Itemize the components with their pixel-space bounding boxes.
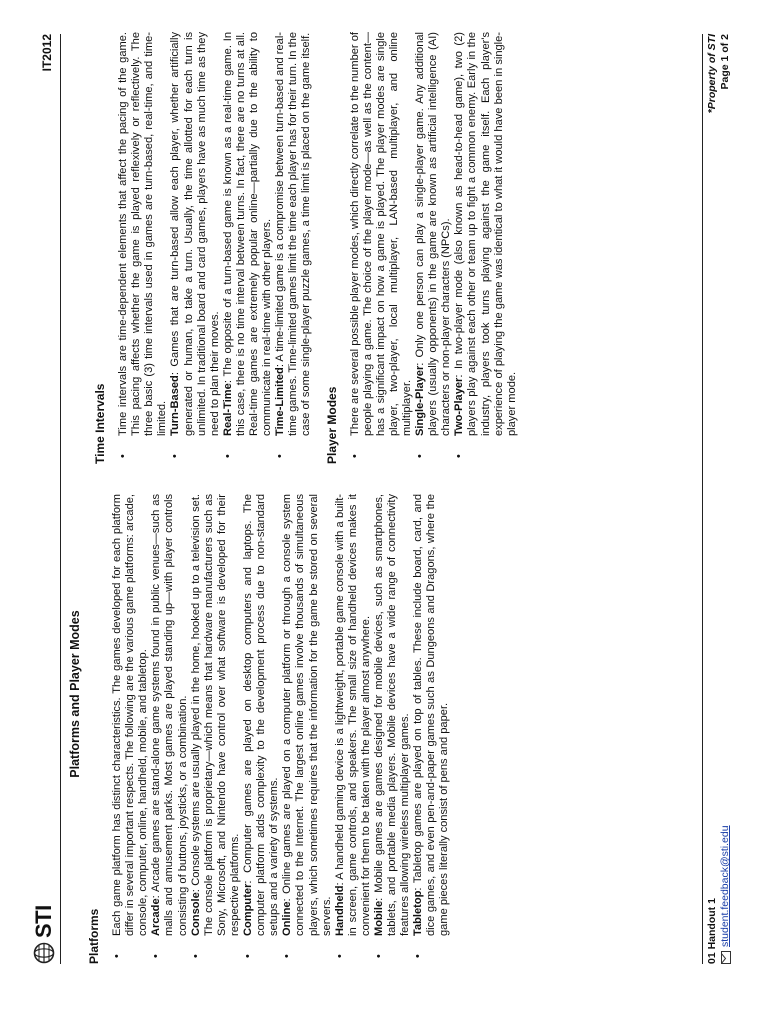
list-item (373, 494, 412, 964)
page-title: Platforms and Player Modes (68, 610, 82, 778)
item-term: Arcade (150, 898, 163, 936)
bullet-icon: • (414, 454, 427, 458)
item-text: Each game platform has distinct characteristics. The games developed for each platform differ in several important respects. The following are the various game platforms: arcade, console, computer, online, handheld, mobile, and tabletop. (111, 494, 150, 936)
section-heading-platforms: Platforms (87, 908, 101, 964)
item-text: : Tabletop games are played on top of tables. These include board, card, and dice games, and even pen-and-paper games such as Dungeons and Dragons, where the game pieces literally consist of pens and paper. (412, 494, 451, 936)
list-item (349, 32, 414, 464)
item-text: : Computer games are played on desktop computers and laptops. The computer platform adds complexity to the development process due to non-standard setups and a variety of systems. (242, 494, 281, 936)
bullet-icon: • (189, 954, 202, 958)
item-text: : Arcade games are stand-alone game systems found in public venues—such as malls and amusement parks. Most games are played standing up—with player controls consisting of buttons, joysticks, or a combination. (150, 494, 189, 936)
item-term: Handheld (333, 885, 346, 936)
bullet-icon: • (111, 954, 124, 958)
item-text: : The opposite of a turn-based game is known as a real-time game. In this case, there is no time interval between turns. In fact, there are no turns at all. Real-time games are extremely popular online—partially due to the ability to communicate in real-time with other players. (221, 32, 274, 436)
document-code: IT2012 (40, 34, 54, 72)
bullet-icon: • (274, 454, 287, 458)
list-item (453, 32, 518, 464)
bullet-icon: • (412, 954, 425, 958)
item-term: Console (189, 892, 202, 936)
item-term: Time-Limited (274, 367, 287, 436)
item-term: Online (281, 901, 294, 936)
footer-left (706, 825, 732, 964)
bullet-icon: • (348, 454, 361, 458)
envelope-icon (721, 951, 731, 964)
list-item (414, 32, 453, 464)
section-heading-player-modes: Player Modes (324, 386, 339, 464)
time-intervals-list (117, 32, 313, 464)
item-text: Time intervals are time-dependent elements that affect the pacing of the game. This pacing affects whether the game is played reflexively or reflectively. The three basic (3) time intervals used in games are turn-based, real-time, and time-limited. (117, 32, 169, 436)
item-text: : A handheld gaming device is a lightweight, portable game console with a built-in screen, game controls, and speakers. The small size of handheld devices makes it convenient for them to be taken with the player almost anywhere. (333, 494, 372, 936)
globe-icon (33, 942, 55, 964)
left-column (88, 494, 452, 964)
bullet-icon: • (150, 954, 163, 958)
player-modes-list (349, 32, 519, 464)
list-item (281, 494, 333, 964)
section-heading-time-intervals: Time Intervals (93, 383, 107, 464)
list-item (334, 494, 373, 964)
list-item (111, 494, 150, 964)
item-text: : Mobile games are games designed for mobile devices, such as smartphones, tablets, and portable media players. Mobile devices have a wide range of connectivity features allowing wireless multiplayer games. (372, 494, 412, 936)
list-item (169, 32, 221, 464)
list-item (242, 494, 281, 964)
item-text: : Online games are played on a computer platform or through a console system connected to the Internet. The largest online games involve thousands of simultaneous players, which sometimes requires that the information for the game be stored on several servers. (281, 494, 333, 936)
list-item (117, 32, 169, 464)
list-item (274, 32, 313, 464)
item-term: Turn-Based (169, 375, 182, 436)
property-notice: *Property of STI (706, 34, 718, 114)
item-term: Single-Player (414, 365, 427, 436)
platforms-list (111, 494, 451, 964)
bullet-icon: • (281, 954, 294, 958)
item-text: : In two-player mode (also known as head-to-head game), two (2) players play against each other or team up to fight a common enemy. Early in the industry, players took turns playing against the game itself. Each player's experience of playing the game was identical to what it would have been in single-player mode. (453, 32, 518, 436)
item-text: : Games that are turn-based allow each player, whether artificially generated or human, to take a turn. Usually, the time allotted for each turn is unlimited. In traditional board and card games, players have as much time as they need to plan their moves. (169, 32, 221, 436)
right-column (94, 32, 519, 464)
item-term: Real-Time (221, 383, 234, 436)
bullet-icon: • (221, 454, 234, 458)
list-item (150, 494, 189, 964)
item-text: : Console systems are usually played in the home, hooked up to a television set. The console platform is proprietary—which means that hardware manufacturers such as Sony, Microsoft, and Nintendo have control over what software is developed for their respective platforms. (189, 494, 241, 936)
bullet-icon: • (333, 954, 346, 958)
footer-right (706, 34, 732, 113)
bullet-icon: • (169, 454, 182, 458)
logo-text: STI (31, 905, 56, 938)
item-term: Mobile (372, 900, 385, 936)
feedback-email-link[interactable]: student.feedback@sti.edu (719, 825, 731, 947)
item-text: : A time-limited game is a compromise between turn-based and real-time games. Time-limited games limit the time each player has for their turn. In the case of some single-player puzzle games, a time limit is placed on the game itself. (274, 32, 313, 436)
list-item (190, 494, 242, 964)
list-item (412, 494, 451, 964)
item-term: Computer (242, 883, 255, 936)
bullet-icon: • (242, 954, 255, 958)
item-term: Tabletop (412, 890, 425, 936)
sti-logo (30, 905, 58, 964)
footer-rule (702, 34, 703, 964)
feedback-line (719, 825, 732, 964)
bullet-icon: • (117, 454, 130, 458)
list-item (222, 32, 274, 464)
page-number: Page 1 of 2 (719, 34, 731, 90)
item-term: Two-Player (453, 377, 466, 436)
header-rule (60, 34, 61, 964)
bullet-icon: • (453, 454, 466, 458)
bullet-icon: • (372, 954, 385, 958)
item-text: There are several possible player modes, which directly correlate to the number of people playing a game. The choice of the player mode—as well as the content—has a significant impact on how a game is played. The player modes are single player, two-player, local multiplayer, LAN-based multiplayer, and online multiplayer. (348, 32, 413, 436)
handout-label: 01 Handout 1 (706, 898, 718, 964)
item-text: : Only one person can play a single-player game. Any additional players (usually opponents) in the game are known as artificial intelligence (AI) characters or non-player characters (NPCs). (414, 32, 453, 436)
